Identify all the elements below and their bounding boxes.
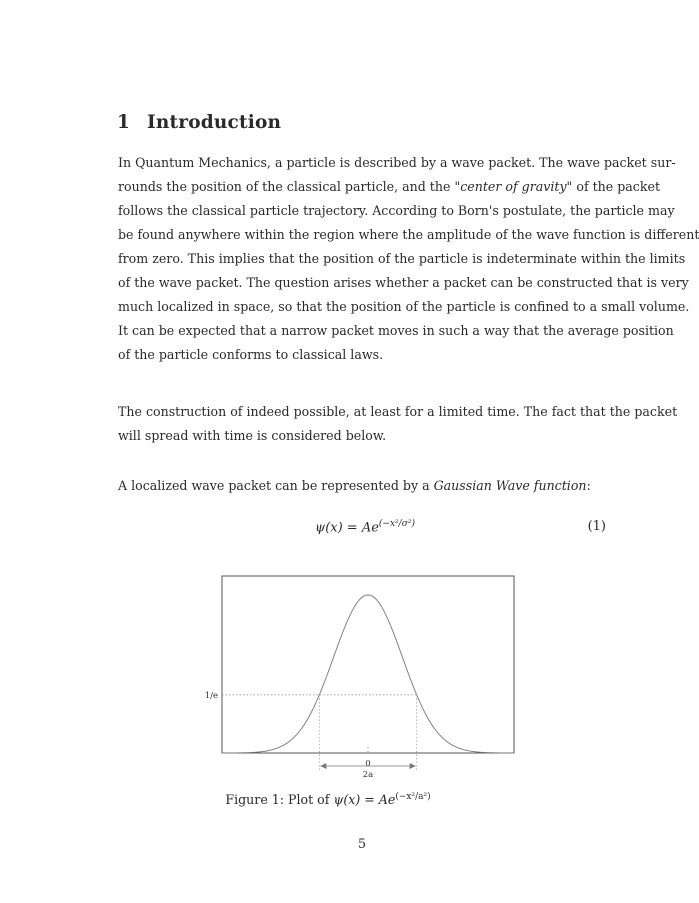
- paragraph-2: [118, 400, 678, 448]
- text-line: rounds the position of the classical particle, and the "center of gravity" of the packet: [118, 179, 661, 194]
- text-line: It can be expected that a narrow packet moves in such a way that the average position: [118, 323, 674, 338]
- caption-prefix: Figure 1: Plot of: [225, 792, 334, 808]
- text-line: from zero. This implies that the position of the particle is indeterminate within the limits: [118, 251, 686, 266]
- section-title: Introduction: [147, 112, 282, 133]
- width-label: 2a: [362, 770, 374, 780]
- text-line: of the wave packet. The question arises whether a packet can be constructed that is very: [118, 275, 689, 290]
- gaussian-plot: [200, 572, 530, 784]
- section-heading: [117, 112, 281, 133]
- plot-frame: [222, 576, 514, 753]
- equation-1: [118, 519, 606, 543]
- text-line: will spread with time is considered below.: [118, 428, 387, 443]
- text-line: In Quantum Mechanics, a particle is described by a wave packet. The wave packet sur-: [118, 155, 676, 170]
- y-level-label: 1/e: [204, 690, 218, 701]
- width-arrow-right-head: [410, 763, 416, 769]
- text-line: of the particle conforms to classical laws.: [118, 347, 384, 362]
- page-number: 5: [357, 836, 366, 851]
- width-arrow-left-head: [320, 763, 326, 769]
- text-line: much localized in space, so that the position of the particle is confined to a small volume.: [118, 299, 690, 314]
- equation-number: (1): [587, 519, 606, 534]
- equation-formula: [315, 519, 415, 535]
- equation-lhs: ψ(x) = Ae: [315, 520, 379, 536]
- caption-formula: ψ(x) = Ae: [333, 792, 396, 808]
- paragraph-3: [118, 474, 606, 498]
- equation-exponent: (−x²/σ²): [378, 519, 415, 529]
- text-line: The construction of indeed possible, at least for a limited time. The fact that the packet: [118, 404, 678, 419]
- text-line: A localized wave packet can be represented by a Gaussian Wave function:: [118, 478, 591, 493]
- x-center-label: 0: [365, 759, 371, 769]
- paragraph-1: [118, 151, 699, 367]
- text-line: be found anywhere within the region where the amplitude of the wave function is different: [118, 227, 699, 242]
- section-number: 1: [117, 112, 131, 133]
- text-line: follows the classical particle trajectory. According to Born's postulate, the particle may: [118, 203, 675, 218]
- caption-exponent: (−x²/a²): [395, 792, 431, 802]
- figure-caption: [118, 792, 538, 807]
- gaussian-curve: [222, 595, 514, 753]
